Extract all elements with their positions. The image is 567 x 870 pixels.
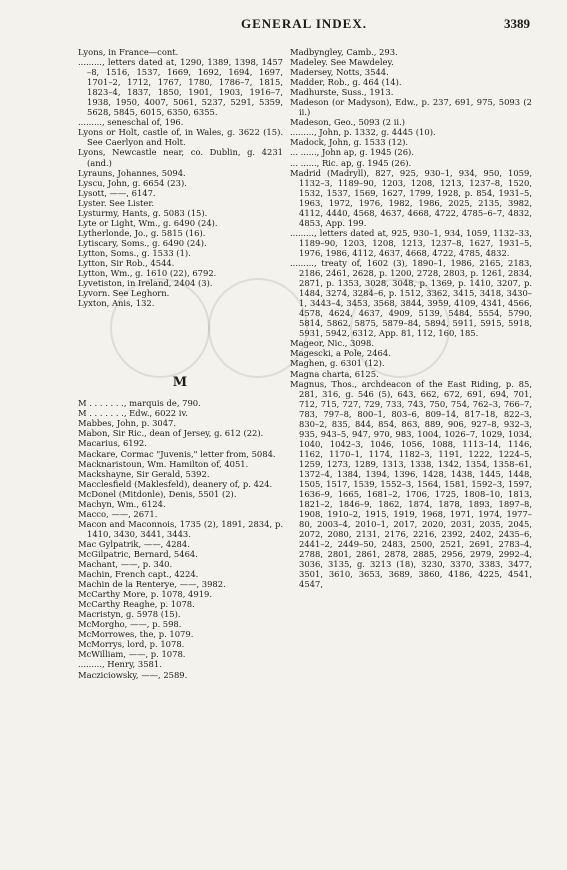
index-entry: Lytton, Wm., g. 1610 (22), 6792. [78,268,217,279]
index-entry: Madhurste, Suss., 1913. [290,87,394,98]
section-letter-heading: M [172,375,189,391]
index-entry: Madder, Rob., g. 464 (14). [290,77,402,88]
index-entry: Lyte or Light, Wm., g. 6490 (24). [78,217,218,228]
index-entry: ........., letters dated at, 1290, 1389, 1398, 1457 –8, 1516, 1537, 1669, 1692, 1694, 1697, 1701–2, 1712, 1767, 1780, 1786–7, 1815, 1823–4, 1837, 1850, 1901, 1903, 1916–7, 1938, 1950, 4007, 5061, 5237, 5291, 5359, 5628, 5845, 6015, 6350, 6355. [78,57,283,118]
index-entry: Lyscu, John, g. 6654 (23). [78,177,187,188]
index-entry: Machin, French capt., 4224. [78,569,199,580]
index-entry: Madeson, Geo., 5093 (2 ii.) [290,117,405,128]
index-entry: Macco, ——, 2671. [78,508,158,519]
index-entry: Macclesfield (Maklesfeld), deanery of, p. 424. [78,478,273,489]
index-entry: Madeley. See Mawdeley. [290,57,394,68]
index-entry: ........., treaty of, 1602 (3), 1890–1, 1986, 2165, 2183, 2186, 2461, 2628, p. 1200, 2728, 2803, p. 1261, 2834, 2871, p. 1353, 3028, 3048, p. 1369, p. 1410, 3207, p. 1484, 3274, 3284–6, p. 1512, 3362, 3415, 3418, 3430–1, 3443–4, 3453, 3568, 3844, 3959, 4109, 4341, 4566, 4578, 4624, 4637, 4909, 5139, 5484, 5554, 5790, 5814, 5862, 5875, 5879–84, 5894, 5911, 5915, 5918, 5931, 5942, 6312, App. 81, 112, 160, 185. [290,257,532,339]
index-entry: Lysott, ——, 6147. [78,187,156,198]
index-entry: McMorrys, lord, p. 1078. [78,639,185,650]
index-entry: Mabon, Sir Ric., dean of Jersey, g. 612 (22). [78,428,264,439]
index-entry: Machyn, Wm., 6124. [78,498,166,509]
index-entry: Mabbes, John, p. 3047. [78,418,177,429]
index-entry: McDonel (Mitdonle), Denis, 5501 (2). [78,488,237,499]
index-entry: McMorgho, ——, p. 598. [78,619,182,630]
index-entry: Lytton, Sir Rob., 4544. [78,257,175,268]
index-entry: Mackare, Cormac "Juvenis," letter from, 5084. [78,448,276,459]
index-entry: Madersey, Notts, 3544. [290,67,389,78]
index-entry: Madrid (Madryll), 827, 925, 930–1, 934, 950, 1059, 1132–3, 1189–90, 1203, 1208, 1213, 1237–8, 1520, 1532, 1537, 1569, 1627, 1799, 1928, p. 854, 1931–5, 1963, 1972, 1976, 1982, 1986, 2025, 2135, 3982, 4112, 4440, 4568, 4637, 4668, 4722, 4785–6–7, 4832, 4853, App. 199. [290,167,532,228]
index-entry: Lyxton, Anis, 132. [78,298,155,309]
index-entry: Macknaristoun, Wm. Hamilton of, 4051. [78,458,249,469]
entries-lyons-group [78,47,283,308]
index-entry: ... ......, Ric. ap, g. 1945 (26). [290,157,412,168]
index-entry: Magna charta, 6125. [290,368,379,379]
index-entry: M . . . . . . ., Edw., 6022 iv. [78,408,188,419]
index-entry: Madeson (or Madyson), Edw., p. 237, 691, 975, 5093 (2 ii.) [290,97,532,118]
index-entry: ........., John, p. 1332, g. 4445 (10). [290,127,436,138]
index-entry: Macristyn, g. 5978 (15). [78,609,181,620]
index-entry: Lyons or Holt, castle of, in Wales, g. 3622 (15). See Caerlyon and Holt. [78,127,283,148]
index-entry: Macon and Maconnois, 1735 (2), 1891, 2834, p. 1410, 3430, 3441, 3443. [78,518,283,539]
right-column [290,47,532,590]
index-entry: Mackshayne, Sir Gerald, 5392. [78,468,210,479]
index-entry: Lyster. See Lister. [78,197,155,208]
index-entry: Lysturmy, Hants, g. 5083 (15). [78,207,208,218]
index-entry: ... ......, John ap, g. 1945 (26). [290,147,414,158]
page-header [78,16,530,36]
index-entry: Madock, John, g. 1533 (12). [290,137,409,148]
left-column [78,47,283,680]
index-entry: Magescki, a Pole, 2464. [290,348,391,359]
index-entry: Madbyngley, Camb., 293. [290,47,398,57]
running-title: GENERAL INDEX. [241,16,367,31]
index-entry: Magnus, Thos., archdeacon of the East Riding, p. 85, 281, 316, g. 546 (5), 643, 662, 672, 691, 694, 701, 712, 715, 727, 729, 733, 743, 750, 754, 762–3, 766–7, 783, 797–8, 800–1, 803–6, 809–14, 817–18, 822–3, 830–2, 835, 844, 854, 863, 889, 906, 927–8, 932–3, 935, 943–5, 947, 970, 983, 1004, 1026–7, 1029, 1034, 1040, 1042–3, 1046, 1056, 1088, 1113–14, 1146, 1162, 1170–1, 1174, 1182–3, 1191, 1222, 1224–5, 1259, 1273, 1289, 1313, 1338, 1342, 1354, 1358–61, 1372–4, 1384, 1394, 1396, 1428, 1438, 1445, 1448, 1505, 1517, 1539, 1552–3, 1564, 1581, 1592–3, 1597, 1636–9, 1665, 1681–2, 1706, 1725, 1808–10, 1813, 1821–2, 1846–9, 1862, 1874, 1878, 1893, 1897–8, 1908, 1910–2, 1915, 1919, 1968, 1971, 1974, 1977–80, 2003–4, 2010–1, 2017, 2020, 2031, 2035, 2045, 2072, 2080, 2131, 2176, 2216, 2392, 2402, 2435–6, 2441–2, 2449–50, 2483, 2500, 2521, 2691, 2783–4, 2788, 2801, 2861, 2878, 2885, 2956, 2979, 2992–4, 3036, 3135, g. 3213 (18), 3230, 3370, 3383, 3477, 3501, 3610, 3653, 3689, 3860, 4186, 4225, 4541, 4547, [290,378,532,590]
index-entry: Lyvetiston, in Ireland, 2404 (3). [78,278,213,289]
index-entry: Lyons, Newcastle near, co. Dublin, g. 4231 (and.) [78,147,283,168]
index-entry: Mageor, Nic., 3098. [290,338,374,349]
index-entry: Macziciowsky, ——, 2589. [78,669,188,680]
page-number: 3389 [504,16,530,31]
index-entry: McGilpatric, Bernard, 5464. [78,548,198,559]
index-entry: Macarius, 6192. [78,438,147,449]
index-entry: Lyvorn. See Leghorn. [78,288,170,299]
index-entry: Lytherlonde, Jo., g. 5815 (16). [78,227,206,238]
index-entry: McCarthy More, p. 1078, 4919. [78,589,213,600]
index-entry: Lyons, in France—cont. [78,47,179,57]
index-entry: Machant, ——, p. 340. [78,559,173,570]
index-entry: ........., seneschal of, 196. [78,117,184,128]
index-entry: Lytton, Soms., g. 1533 (1). [78,247,191,258]
index-entry: Lytiscary, Soms., g. 6490 (24). [78,237,207,248]
index-entry: ........., Henry, 3581. [78,659,162,670]
index-entry: Lyrauns, Johannes, 5094. [78,167,186,178]
index-entry: McMorrowes, the, p. 1079. [78,629,194,640]
index-entry: Mac Gylpatrik, ——, 4284. [78,538,190,549]
index-entry: McWilliam, ——, p. 1078. [78,649,186,660]
index-entry: M . . . . . . ., marquis de, 790. [78,398,201,409]
index-entry: ........., letters dated at, 925, 930–1, 934, 1059, 1132–33, 1189–90, 1203, 1208, 1213, 1237–8, 1627, 1931–5, 1976, 1986, 4112, 4637, 4668, 4722, 4785, 4832. [290,227,532,258]
index-entry: McCarthy Reaghe, p. 1078. [78,599,195,610]
index-entry: Maghen, g. 6301 (12). [290,358,385,369]
index-entry: Machin de la Renterye, ——, 3982. [78,579,226,590]
entries-m-group [78,398,283,679]
